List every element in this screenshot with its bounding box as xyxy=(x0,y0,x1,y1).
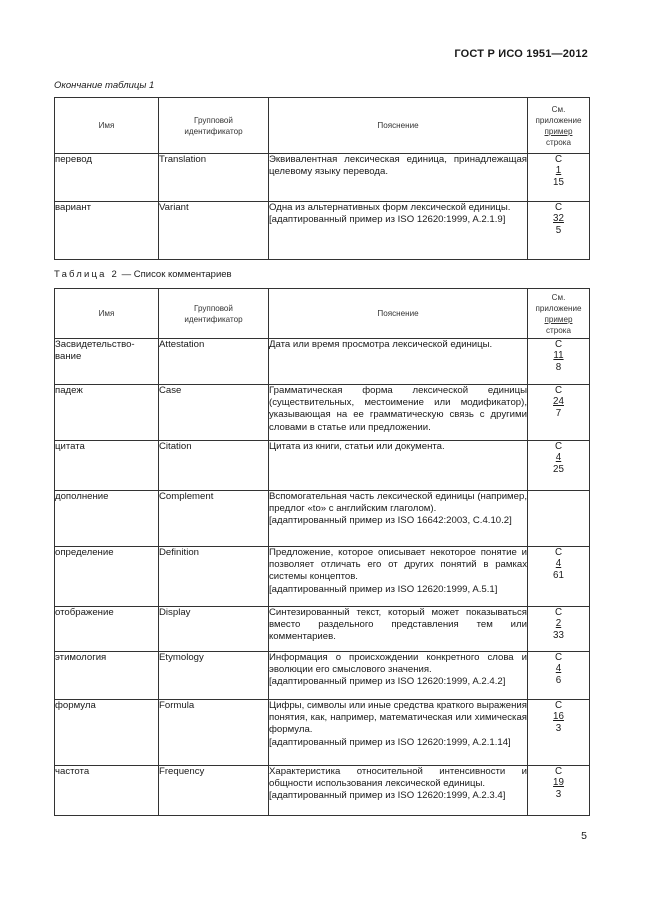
line-number: 25 xyxy=(553,463,564,475)
line-number: 61 xyxy=(553,569,564,581)
header-text: приложение xyxy=(535,303,582,313)
table2-caption-prefix: Таблица 2 xyxy=(54,269,119,280)
table2-body xyxy=(55,339,590,816)
explanation-cell xyxy=(269,202,528,260)
line-number: 3 xyxy=(555,788,562,800)
table-row xyxy=(55,652,590,700)
column-header-group-id xyxy=(159,98,269,154)
term-name: формула xyxy=(55,700,159,766)
header-text: идентификатор xyxy=(184,314,243,324)
appendix-letter: C xyxy=(554,547,563,558)
header-text: См. xyxy=(551,104,566,114)
column-header-reference xyxy=(528,289,590,339)
explanation-text: Предложение, которое описывает некоторое понятие и позволяет отличать его от других понятий в рамках системы концептов. xyxy=(269,547,527,583)
explanation-cell xyxy=(269,339,528,385)
column-header-explanation: Пояснение xyxy=(269,98,528,154)
explanation-cell xyxy=(269,491,528,547)
source-note: [адаптированный пример из ISO 12620:1999, A.2.1.9] xyxy=(269,214,506,226)
reference-cell xyxy=(528,202,590,260)
group-identifier: Complement xyxy=(159,491,269,547)
appendix-letter: C xyxy=(554,339,563,350)
term-name: падеж xyxy=(55,385,159,441)
appendix-letter: C xyxy=(554,441,563,452)
column-header-name: Имя xyxy=(55,98,159,154)
example-number: 24 xyxy=(553,396,564,408)
group-identifier: Frequency xyxy=(159,766,269,816)
column-header-reference xyxy=(528,98,590,154)
table2-caption xyxy=(54,269,232,280)
example-number: 4 xyxy=(555,558,562,570)
source-note: [адаптированный пример из ISO 12620:1999, A.2.1.14] xyxy=(269,736,511,748)
reference-cell xyxy=(528,491,590,547)
header-text: пример xyxy=(544,314,573,324)
group-identifier: Display xyxy=(159,607,269,652)
appendix-letter: C xyxy=(554,385,563,396)
header-text: Групповой xyxy=(194,115,233,125)
appendix-letter: C xyxy=(554,607,563,618)
appendix-letter: C xyxy=(554,700,563,711)
appendix-letter: C xyxy=(554,766,563,777)
group-identifier: Variant xyxy=(159,202,269,260)
example-number: 4 xyxy=(555,452,562,464)
appendix-letter: C xyxy=(554,202,563,213)
source-note: [адаптированный пример из ISO 12620:1999, A.2.3.4] xyxy=(269,790,506,802)
example-number: 19 xyxy=(553,777,564,789)
page-number: 5 xyxy=(581,830,587,842)
group-identifier: Case xyxy=(159,385,269,441)
table-row xyxy=(55,385,590,441)
group-identifier: Definition xyxy=(159,547,269,607)
table-row xyxy=(55,202,590,260)
example-number: 16 xyxy=(553,711,564,723)
header-text: строка xyxy=(546,325,571,335)
group-identifier: Attestation xyxy=(159,339,269,385)
group-identifier: Formula xyxy=(159,700,269,766)
reference-cell xyxy=(528,385,590,441)
explanation-cell xyxy=(269,441,528,491)
source-note: [адаптированный пример из ISO 16642:2003, C.4.10.2] xyxy=(269,515,512,527)
header-text: приложение xyxy=(535,115,582,125)
explanation-text: Грамматическая форма лексической единицы (существительных, местоимение или модификатор), указывающая на ее грамматическую связь с другими словами в статье или предложении. xyxy=(269,385,527,433)
table-row xyxy=(55,441,590,491)
example-number: 11 xyxy=(553,350,564,362)
explanation-text: Синтезированный текст, который может показываться вместо раздельного представления тем или комментариев. xyxy=(269,607,527,643)
explanation-cell xyxy=(269,652,528,700)
line-number: 3 xyxy=(555,722,562,734)
term-name: Засвидетельство-вание xyxy=(55,339,159,385)
term-name: частота xyxy=(55,766,159,816)
column-header-group-id xyxy=(159,289,269,339)
table-row xyxy=(55,154,590,202)
reference-cell xyxy=(528,339,590,385)
explanation-text: Эквивалентная лексическая единица, принадлежащая целевому языку перевода. xyxy=(269,154,527,178)
term-name: дополнение xyxy=(55,491,159,547)
explanation-cell xyxy=(269,547,528,607)
explanation-cell xyxy=(269,154,528,202)
source-note: [адаптированный пример из ISO 12620:1999, A.5.1] xyxy=(269,583,498,595)
group-identifier: Translation xyxy=(159,154,269,202)
reference-cell xyxy=(528,652,590,700)
column-header-explanation: Пояснение xyxy=(269,289,528,339)
table2 xyxy=(54,288,590,816)
reference-cell xyxy=(528,441,590,491)
table-row xyxy=(55,766,590,816)
group-identifier: Etymology xyxy=(159,652,269,700)
explanation-text: Цитата из книги, статьи или документа. xyxy=(269,441,445,452)
explanation-text: Одна из альтернативных форм лексической единицы. xyxy=(269,202,511,213)
line-number: 15 xyxy=(553,176,564,188)
header-text: См. xyxy=(551,292,566,302)
group-identifier: Citation xyxy=(159,441,269,491)
reference-cell xyxy=(528,700,590,766)
header-text: идентификатор xyxy=(184,126,243,136)
explanation-cell xyxy=(269,700,528,766)
table1-header-row xyxy=(55,98,590,154)
explanation-text: Дата или время просмотра лексической единицы. xyxy=(269,339,493,350)
explanation-text: Цифры, символы или иные средства краткого выражения понятия, как, например, математическая или химическая формула. xyxy=(269,700,527,736)
table2-header-row xyxy=(55,289,590,339)
example-number: 32 xyxy=(553,213,564,225)
table-row xyxy=(55,547,590,607)
explanation-cell xyxy=(269,607,528,652)
column-header-name: Имя xyxy=(55,289,159,339)
table-row xyxy=(55,700,590,766)
table1-body xyxy=(55,154,590,260)
header-text: пример xyxy=(544,126,573,136)
explanation-cell xyxy=(269,766,528,816)
table1-caption: Окончание таблицы 1 xyxy=(54,80,155,91)
reference-cell xyxy=(528,607,590,652)
table2-caption-title: — Список комментариев xyxy=(118,269,232,280)
term-name: отображение xyxy=(55,607,159,652)
explanation-text: Характеристика относительной интенсивности и общности использования лексической единицы. xyxy=(269,766,527,790)
example-number: 4 xyxy=(555,663,562,675)
line-number: 8 xyxy=(555,361,562,373)
table1 xyxy=(54,97,590,260)
term-name: цитата xyxy=(55,441,159,491)
table-row xyxy=(55,491,590,547)
explanation-cell xyxy=(269,385,528,441)
term-name: определение xyxy=(55,547,159,607)
line-number: 6 xyxy=(555,674,562,686)
reference-cell xyxy=(528,766,590,816)
header-text: строка xyxy=(546,137,571,147)
reference-cell xyxy=(528,154,590,202)
line-number: 5 xyxy=(555,224,562,236)
explanation-text: Информация о происхождении конкретного слова и эволюции его смыслового значения. xyxy=(269,652,527,676)
source-note: [адаптированный пример из ISO 12620:1999, A.2.4.2] xyxy=(269,676,506,688)
appendix-letter: C xyxy=(554,652,563,663)
line-number: 33 xyxy=(553,629,564,641)
table-row xyxy=(55,607,590,652)
header-text: Групповой xyxy=(194,303,233,313)
term-name: перевод xyxy=(55,154,159,202)
explanation-text: Вспомогательная часть лексической единицы (например, предлог «to» с английским глаголом). xyxy=(269,491,527,515)
line-number: 7 xyxy=(555,407,562,419)
term-name: вариант xyxy=(55,202,159,260)
example-number: 2 xyxy=(555,618,562,630)
document-title: ГОСТ Р ИСО 1951—2012 xyxy=(454,48,588,60)
appendix-letter: C xyxy=(554,154,563,165)
table-row xyxy=(55,339,590,385)
example-number: 1 xyxy=(555,165,562,177)
term-name: этимология xyxy=(55,652,159,700)
reference-cell xyxy=(528,547,590,607)
